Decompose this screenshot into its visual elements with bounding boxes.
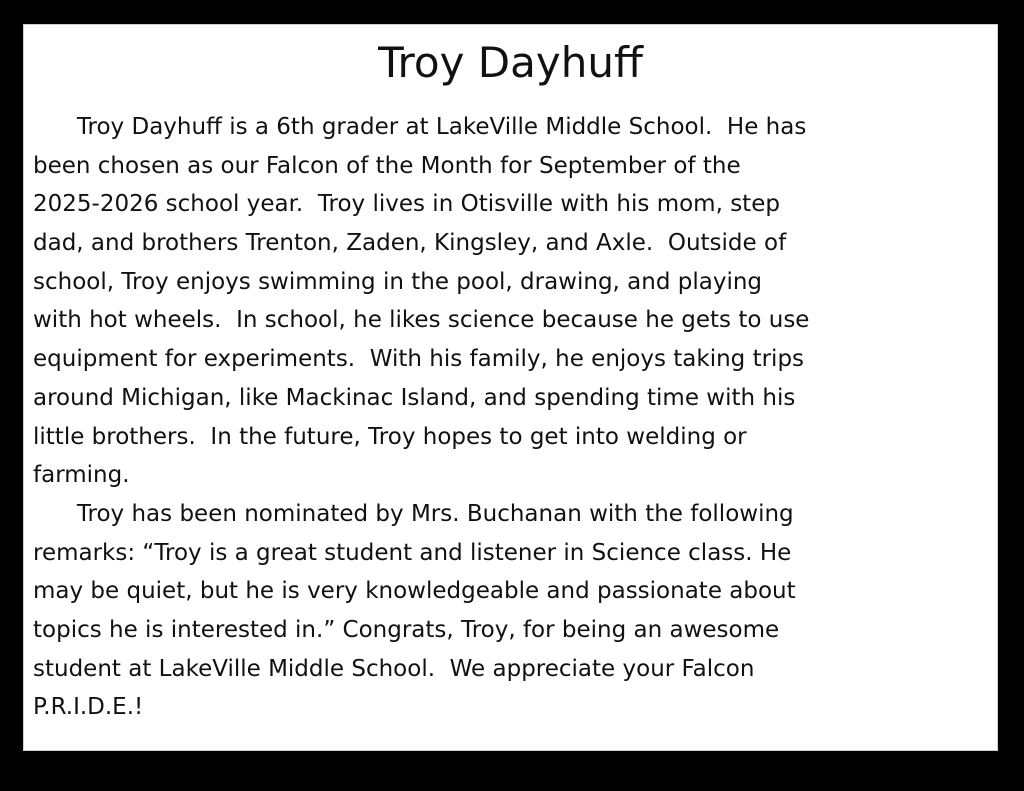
text-line: may be quiet, but he is very knowledgeable and passionate about: [33, 578, 796, 605]
text-line: Troy has been nominated by Mrs. Buchanan with the following: [33, 500, 794, 527]
text-line: equipment for experiments. With his family, he enjoys taking trips: [33, 346, 805, 373]
text-line: around Michigan, like Mackinac Island, and spending time with his: [33, 384, 796, 411]
text-line: 2025-2026 school year. Troy lives in Otisville with his mom, step: [33, 191, 780, 218]
page-title: Troy Dayhuff: [378, 38, 643, 87]
text-line: with hot wheels. In school, he likes science because he gets to use: [33, 307, 810, 334]
body-text: [33, 108, 993, 727]
text-line: P.R.I.D.E.!: [33, 694, 144, 721]
text-line: little brothers. In the future, Troy hopes to get into welding or: [33, 423, 747, 450]
text-line: farming.: [33, 462, 130, 489]
text-line: topics he is interested in.” Congrats, Troy, for being an awesome: [33, 616, 780, 643]
text-line: remarks: “Troy is a great student and listener in Science class. He: [33, 539, 792, 566]
text-line: school, Troy enjoys swimming in the pool, drawing, and playing: [33, 268, 763, 295]
text-line: Troy Dayhuff is a 6th grader at LakeVille Middle School. He has: [33, 114, 807, 140]
document-page: [23, 24, 998, 751]
text-line: been chosen as our Falcon of the Month for September of the: [33, 152, 741, 179]
text-line: student at LakeVille Middle School. We appreciate your Falcon: [33, 655, 755, 682]
text-line: dad, and brothers Trenton, Zaden, Kingsley, and Axle. Outside of: [33, 230, 787, 257]
